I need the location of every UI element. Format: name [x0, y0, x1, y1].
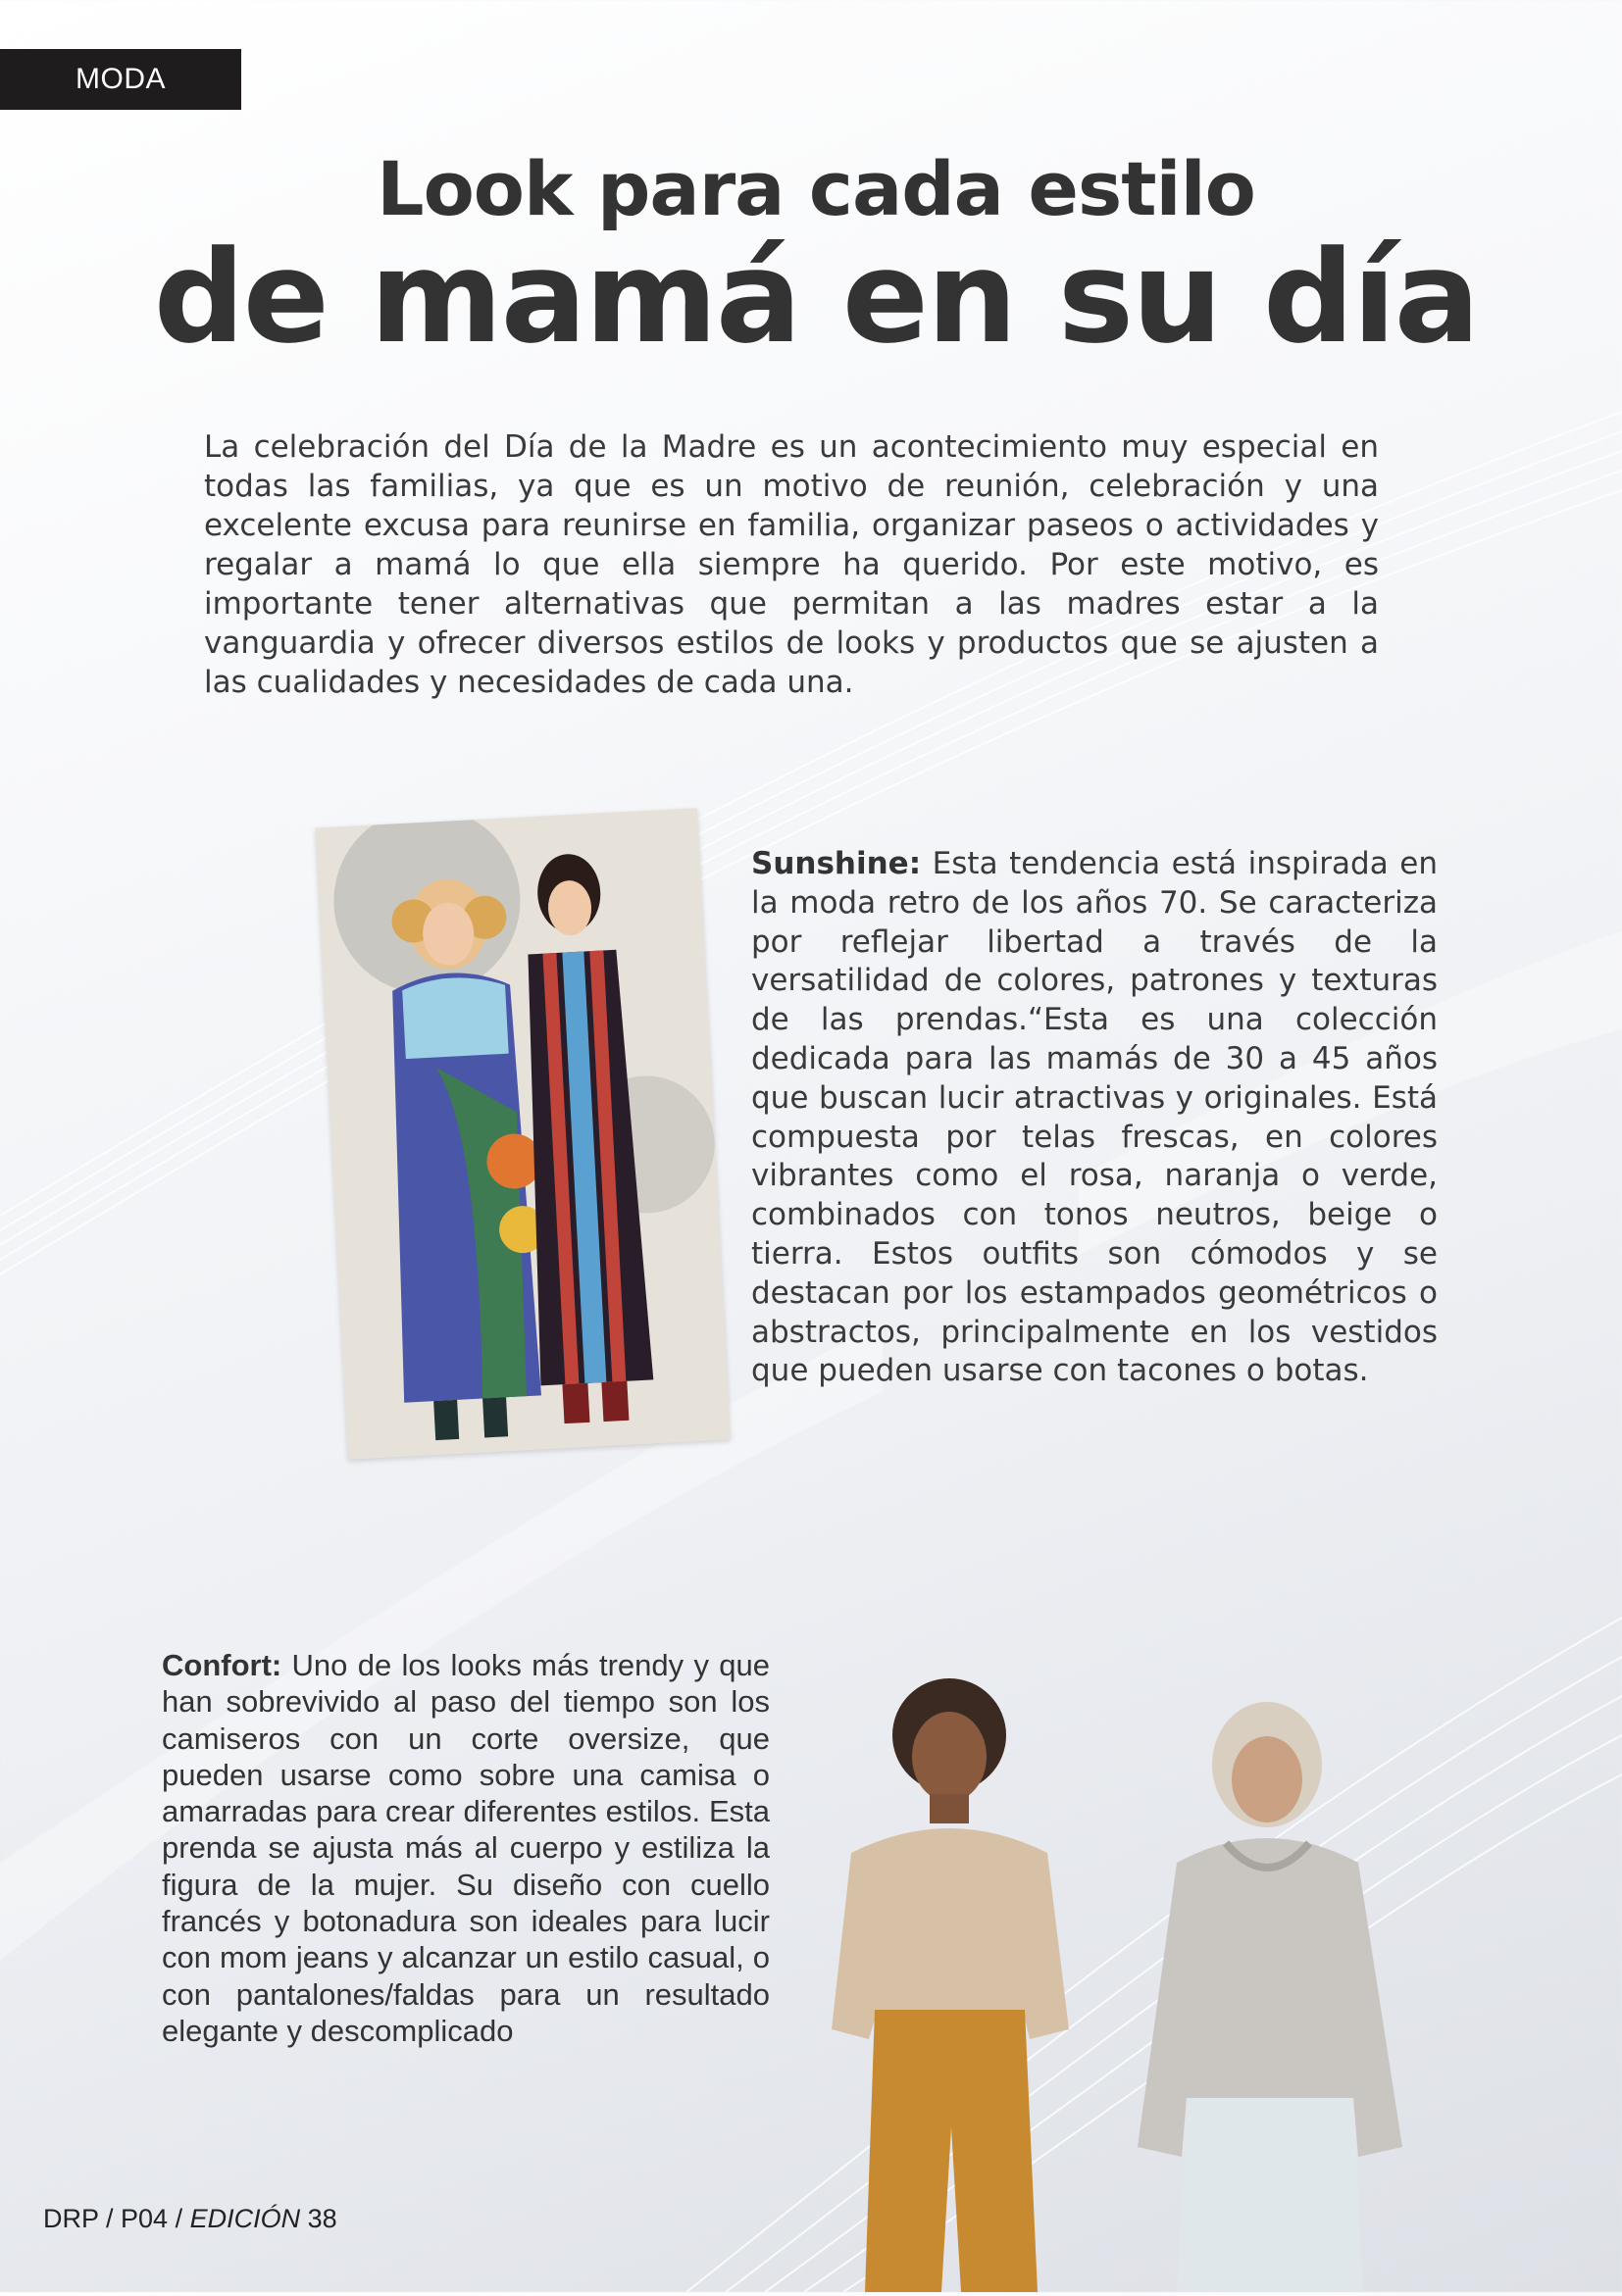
footer-prefix: DRP / P04 / [43, 2204, 190, 2233]
retro-fashion-photo [315, 808, 730, 1460]
headline-line-1: Look para cada estilo [377, 145, 1255, 232]
headline-line-2: de mamá en su día [153, 223, 1479, 372]
section-tag [0, 49, 241, 110]
intro-paragraph: La celebración del Día de la Madre es un acontecimiento muy especial en todas las familias, ya que es un motivo de reunión, celebración y una excelente excusa para reunirse en familia, organizar paseos o actividades y regalar a mamá lo que ella siempre ha querido. Por este motivo, es importante tener alternativas que permitan a las madres estar a la vanguardia y ofrecer diversos estilos de looks y productos que se ajusten a las cualidades y necesidades de cada una. [204, 429, 1379, 700]
confort-models-illustration [804, 1667, 1432, 2292]
retro-fashion-illustration [315, 808, 730, 1460]
sunshine-paragraph [751, 845, 1438, 1391]
footer-edition-number: 38 [300, 2204, 337, 2233]
sunshine-text: Esta tendencia está inspirada en la moda retro de los años 70. Se caracteriza por reflejar libertad a través de la versatilidad de colores, patrones y texturas de las prendas.“Esta es una colección dedicada para las mamás de 30 a 45 años que buscan lucir atractivas y originales. Está compuesta por telas frescas, en colores vibrantes como el rosa, naranja o verde, combinados con tonos neutros, beige o tierra. Estos outfits son cómodos y se destacan por los estampados geométricos o abstractos, principalmente en los vestidos que pueden usarse con tacones o botas. [751, 846, 1438, 1389]
page-footer [43, 2204, 337, 2234]
footer-edition-label: EDICIÓN [189, 2204, 301, 2233]
confort-paragraph [162, 1647, 770, 2049]
sunshine-label: Sunshine: [751, 846, 922, 881]
confort-label: Confort: [162, 1648, 282, 1682]
section-tag-label: MODA [76, 63, 166, 95]
confort-models-photo [804, 1667, 1432, 2292]
confort-text: Uno de los looks más trendy y que han sobrevivido al paso del tiempo son los camiseros con un corte oversize, que pueden usarse como sobre una camisa o amarradas para crear diferentes estilos. Esta prenda se ajusta más al cuerpo y estiliza la figura de la mujer. Su diseño con cuello francés y botonadura son ideales para lucir con mom jeans y alcanzar un estilo casual, o con pantalones/faldas para un resultado elegante y descomplicado [162, 1648, 770, 2048]
